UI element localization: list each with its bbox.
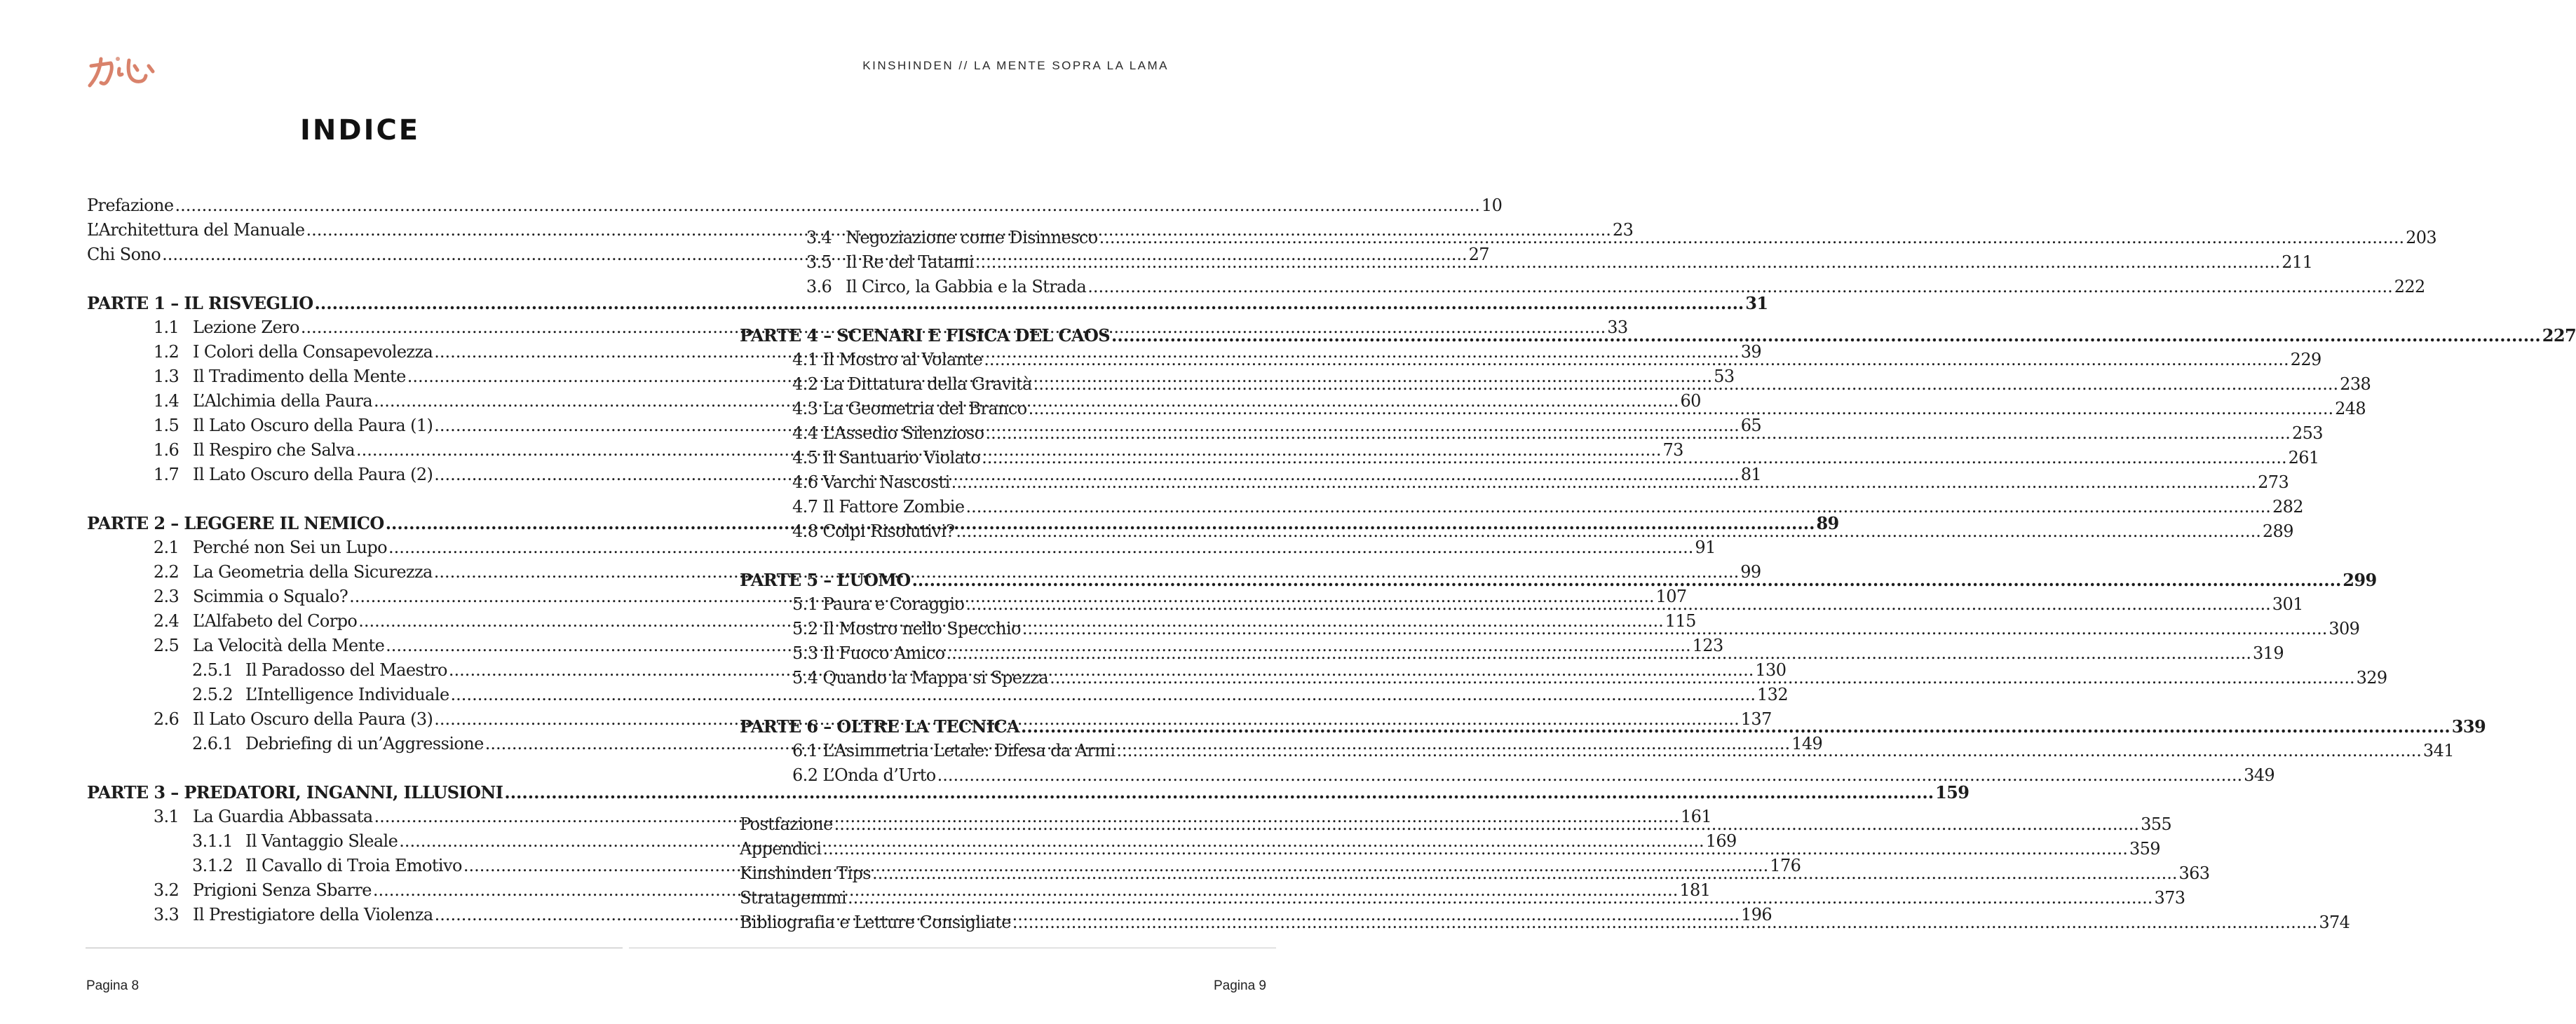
toc-page-number: 227 xyxy=(2542,325,2576,346)
toc-subchapter-entry[interactable] xyxy=(87,685,1789,709)
toc-chapter-entry[interactable] xyxy=(740,277,2425,301)
toc-entry-label: 6.2 L’Onda d’Urto xyxy=(792,765,936,785)
toc-entry-label: 4.2 La Dittatura della Gravità xyxy=(792,374,1032,394)
toc-entry-number: 2.5.1 xyxy=(192,660,233,680)
toc-entry-number: 2.6 xyxy=(153,709,179,729)
toc-page-number: 176 xyxy=(1770,856,1801,875)
toc-part-heading[interactable] xyxy=(87,293,1768,318)
toc-entry-label: 4.8 Colpi Risolutivi? xyxy=(792,521,955,541)
toc-page-number: 132 xyxy=(1757,685,1789,704)
toc-dot-leader xyxy=(947,643,2251,663)
page-title: INDICE xyxy=(300,114,421,146)
toc-entry-label: Kinshinden Tips xyxy=(740,863,871,883)
toc-page-number: 130 xyxy=(1755,660,1787,680)
toc-entry-label: 5.3 Il Fuoco Amico xyxy=(792,643,945,663)
toc-chapter-entry[interactable] xyxy=(740,765,2275,790)
toc-page-number: 53 xyxy=(1714,367,1735,386)
toc-entry-label: 4.6 Varchi Nascosti xyxy=(792,472,950,492)
toc-entry-number: 2.1 xyxy=(153,538,179,557)
toc-page-number: 253 xyxy=(2291,423,2323,443)
page-number-left: Pagina 8 xyxy=(86,978,140,993)
toc-entry-label: 4.1 Il Mostro al Volante xyxy=(792,350,983,369)
toc-entry-label: Il Lato Oscuro della Paura (3) xyxy=(193,709,433,729)
toc-page-number: 229 xyxy=(2290,350,2321,369)
toc-dot-leader xyxy=(175,196,1479,215)
toc-entry-number: 2.2 xyxy=(153,562,179,582)
toc-dot-leader xyxy=(975,252,2280,272)
toc-entry-label: Il Paradosso del Maestro xyxy=(245,660,447,680)
toc-page-number: 149 xyxy=(1791,734,1823,753)
toc-entry-label: 5.4 Quando la Mappa si Spezza xyxy=(792,668,1049,688)
toc-entry-label: PARTE 6 – OLTRE LA TECNICA xyxy=(740,716,1020,737)
toc-entry-label: Il Cavallo di Troia Emotivo xyxy=(245,856,462,875)
toc-chapter-entry[interactable] xyxy=(87,538,1716,562)
toc-entry-label: Negoziazione come Disinnesco xyxy=(846,228,1098,247)
toc-entry-number: 2.3 xyxy=(153,587,179,606)
toc-entry-number: 3.1.2 xyxy=(192,856,233,875)
toc-page-number: 137 xyxy=(1740,709,1772,729)
toc-page-number: 33 xyxy=(1607,318,1628,337)
toc-entry[interactable] xyxy=(87,196,1503,220)
toc-page-number: 196 xyxy=(1741,905,1772,924)
toc-entry-label: Debriefing di un’Aggressione xyxy=(245,734,484,753)
toc-page-number: 123 xyxy=(1692,636,1723,655)
toc-page-number: 23 xyxy=(1612,220,1634,240)
toc-entry-label: Prefazione xyxy=(87,196,174,215)
toc-entry-number: 3.3 xyxy=(153,905,179,924)
toc-dot-leader xyxy=(1029,399,2333,418)
toc-page-number: 273 xyxy=(2258,472,2289,492)
toc-dot-leader xyxy=(985,423,2290,443)
toc-entry-number: 1.3 xyxy=(153,367,179,386)
toc-page-number: 31 xyxy=(1745,293,1768,313)
toc-dot-leader xyxy=(912,570,2342,590)
toc-page-number: 203 xyxy=(2406,228,2437,247)
toc-entry-label: Il Vantaggio Sleale xyxy=(245,831,398,851)
toc-page-number: 261 xyxy=(2288,448,2319,467)
toc-page-number: 349 xyxy=(2244,765,2275,785)
toc-dot-leader xyxy=(982,448,2286,467)
toc-page-number: 355 xyxy=(2141,814,2172,834)
toc-entry-label: L’Alfabeto del Corpo xyxy=(193,611,358,631)
toc-entry-label: Chi Sono xyxy=(87,245,161,264)
toc-dot-leader xyxy=(872,863,2177,883)
toc-dot-leader xyxy=(937,765,2242,785)
toc-dot-leader xyxy=(965,594,2270,614)
toc-entry-label: Perché non Sei un Lupo xyxy=(193,538,387,557)
toc-part-heading[interactable] xyxy=(87,782,1970,807)
toc-entry-label: PARTE 1 – IL RISVEGLIO xyxy=(87,293,313,313)
toc-entry-label: PARTE 2 – LEGGERE IL NEMICO xyxy=(87,513,384,533)
toc-dot-leader xyxy=(1021,716,2450,737)
toc-entry-number: 2.4 xyxy=(153,611,179,631)
toc-dot-leader xyxy=(1012,913,2317,932)
toc-entry-label: I Colori della Consapevolezza xyxy=(193,342,433,362)
toc-entry-number: 3.2 xyxy=(153,880,179,900)
toc-chapter-entry[interactable] xyxy=(740,497,2303,521)
toc-entry-number: 3.1 xyxy=(153,807,179,826)
toc-part-heading[interactable] xyxy=(740,570,2377,594)
toc-page-number: 309 xyxy=(2328,619,2360,639)
toc-entry-number: 1.2 xyxy=(153,342,179,362)
toc-entry-label: Il Respiro che Salva xyxy=(193,440,355,460)
toc-page-number: 159 xyxy=(1935,782,1970,803)
toc-page-number: 373 xyxy=(2154,888,2185,908)
page-number-right: Pagina 9 xyxy=(1213,978,1266,993)
toc-entry-number: 3.6 xyxy=(806,277,832,296)
toc-page-number: 222 xyxy=(2394,277,2425,296)
toc-entry-label: 5.1 Paura e Coraggio xyxy=(792,594,965,614)
toc-entry-number: 1.4 xyxy=(153,391,179,411)
toc-entry-label: PARTE 3 – PREDATORI, INGANNI, ILLUSIONI xyxy=(87,782,503,803)
toc-dot-leader xyxy=(822,839,2127,859)
toc-entry-label: Bibliografia e Letture Consigliate xyxy=(740,913,1011,932)
toc-entry-number: 3.4 xyxy=(806,228,832,247)
toc-page-number: 248 xyxy=(2335,399,2366,418)
toc-page-number: 91 xyxy=(1695,538,1716,557)
toc-page-number: 359 xyxy=(2129,839,2160,859)
toc-entry-number: 2.5 xyxy=(153,636,179,655)
toc-entry-label: 4.7 Il Fattore Zombie xyxy=(792,497,965,517)
toc-page-number: 181 xyxy=(1679,880,1711,900)
toc-page-number: 319 xyxy=(2252,643,2284,663)
toc-page-number: 374 xyxy=(2319,913,2350,932)
toc-dot-leader xyxy=(848,888,2153,908)
toc-page-number: 115 xyxy=(1665,611,1696,631)
toc-page-number: 60 xyxy=(1680,391,1701,411)
toc-page-number: 89 xyxy=(1816,513,1839,533)
toc-dot-leader xyxy=(1099,228,2404,247)
toc-dot-leader xyxy=(1111,325,2541,346)
toc-entry-label: L’Intelligence Individuale xyxy=(245,685,449,704)
toc-entry-label: Lezione Zero xyxy=(193,318,299,337)
toc-page-number: 81 xyxy=(1740,465,1762,484)
toc-dot-leader xyxy=(965,497,2270,517)
toc-page-number: 39 xyxy=(1740,342,1762,362)
toc-page-number: 301 xyxy=(2272,594,2303,614)
toc-entry-label: 4.3 La Geometria del Branco xyxy=(792,399,1027,418)
toc-page-number: 10 xyxy=(1481,196,1503,215)
toc-page-number: 211 xyxy=(2282,252,2313,272)
toc-page-number: 65 xyxy=(1740,416,1762,435)
toc-dot-leader xyxy=(956,521,2260,541)
toc-entry-number: 3.5 xyxy=(806,252,832,272)
toc-page-number: 169 xyxy=(1705,831,1737,851)
toc-entry-number: 1.7 xyxy=(153,465,179,484)
toc-entry-label: L’Alchimia della Paura xyxy=(193,391,373,411)
toc-dot-leader xyxy=(1116,741,2421,760)
toc-page-number: 329 xyxy=(2356,668,2387,688)
toc-entry-number: 2.6.1 xyxy=(192,734,233,753)
toc-entry-label: La Velocità della Mente xyxy=(193,636,385,655)
toc-entry-label: Prigioni Senza Sbarre xyxy=(193,880,372,900)
toc-entry-label: 4.4 L’Assedio Silenzioso xyxy=(792,423,984,443)
toc-page-number: 161 xyxy=(1680,807,1711,826)
toc-page-number: 99 xyxy=(1740,562,1761,582)
toc-page-number: 27 xyxy=(1468,245,1489,264)
toc-dot-leader xyxy=(1087,277,2392,296)
toc-page-number: 299 xyxy=(2343,570,2377,590)
toc-entry-label: PARTE 4 – SCENARI E FISICA DEL CAOS xyxy=(740,325,1111,346)
toc-entry-label: Stratagemmi xyxy=(740,888,846,908)
toc-entry-label: 4.5 Il Santuario Violato xyxy=(792,448,981,467)
toc-entry-label: La Guardia Abbassata xyxy=(193,807,373,826)
toc-entry-label: 6.1 L’Asimmetria Letale: Difesa da Armi xyxy=(792,741,1116,760)
toc-entry-label: Il Prestigiatore della Violenza xyxy=(193,905,433,924)
toc-entry-number: 1.5 xyxy=(153,416,179,435)
toc-entry-number: 2.5.2 xyxy=(192,685,233,704)
toc-page-number: 107 xyxy=(1655,587,1687,606)
toc-entry-label: Il Lato Oscuro della Paura (2) xyxy=(193,465,433,484)
toc-page-number: 341 xyxy=(2422,741,2454,760)
toc-entry-label: La Geometria della Sicurezza xyxy=(193,562,433,582)
toc-dot-leader xyxy=(984,350,2289,369)
toc-entry-label: Il Lato Oscuro della Paura (1) xyxy=(193,416,433,435)
running-header: KINSHINDEN // LA MENTE SOPRA LA LAMA xyxy=(862,59,1169,72)
toc-dot-leader xyxy=(1033,374,2338,394)
toc-entry-label: Appendici xyxy=(740,839,822,859)
toc-page-number: 363 xyxy=(2178,863,2210,883)
toc-page-number: 238 xyxy=(2340,374,2371,394)
toc-entry-label: Il Circo, la Gabbia e la Strada xyxy=(846,277,1087,296)
toc-dot-leader xyxy=(1050,668,2354,688)
toc-entry-number: 1.6 xyxy=(153,440,179,460)
toc-entry-label: Scimmia o Squalo? xyxy=(193,587,348,606)
toc-entry-label: 5.2 Il Mostro nello Specchio xyxy=(792,619,1021,639)
toc-entry-label: PARTE 5 – L’UOMO xyxy=(740,570,911,590)
toc-page-number: 73 xyxy=(1662,440,1683,460)
kanji-logo-icon xyxy=(86,50,158,93)
toc-entry-label: Il Re del Tatami xyxy=(846,252,974,272)
toc-page-number: 289 xyxy=(2262,521,2293,541)
toc-page-number: 339 xyxy=(2451,716,2486,737)
toc-chapter-entry[interactable] xyxy=(740,521,2293,546)
toc-dot-leader xyxy=(834,814,2139,834)
toc-entry-number: 3.1.1 xyxy=(192,831,233,851)
toc-entry-label: L’Architettura del Manuale xyxy=(87,220,305,240)
toc-entry-label: Il Tradimento della Mente xyxy=(193,367,406,386)
toc-entry-number: 1.1 xyxy=(153,318,179,337)
toc-dot-leader xyxy=(951,472,2256,492)
toc-dot-leader xyxy=(1022,619,2327,639)
toc-entry-label: Postfazione xyxy=(740,814,833,834)
toc-page-number: 282 xyxy=(2272,497,2303,517)
